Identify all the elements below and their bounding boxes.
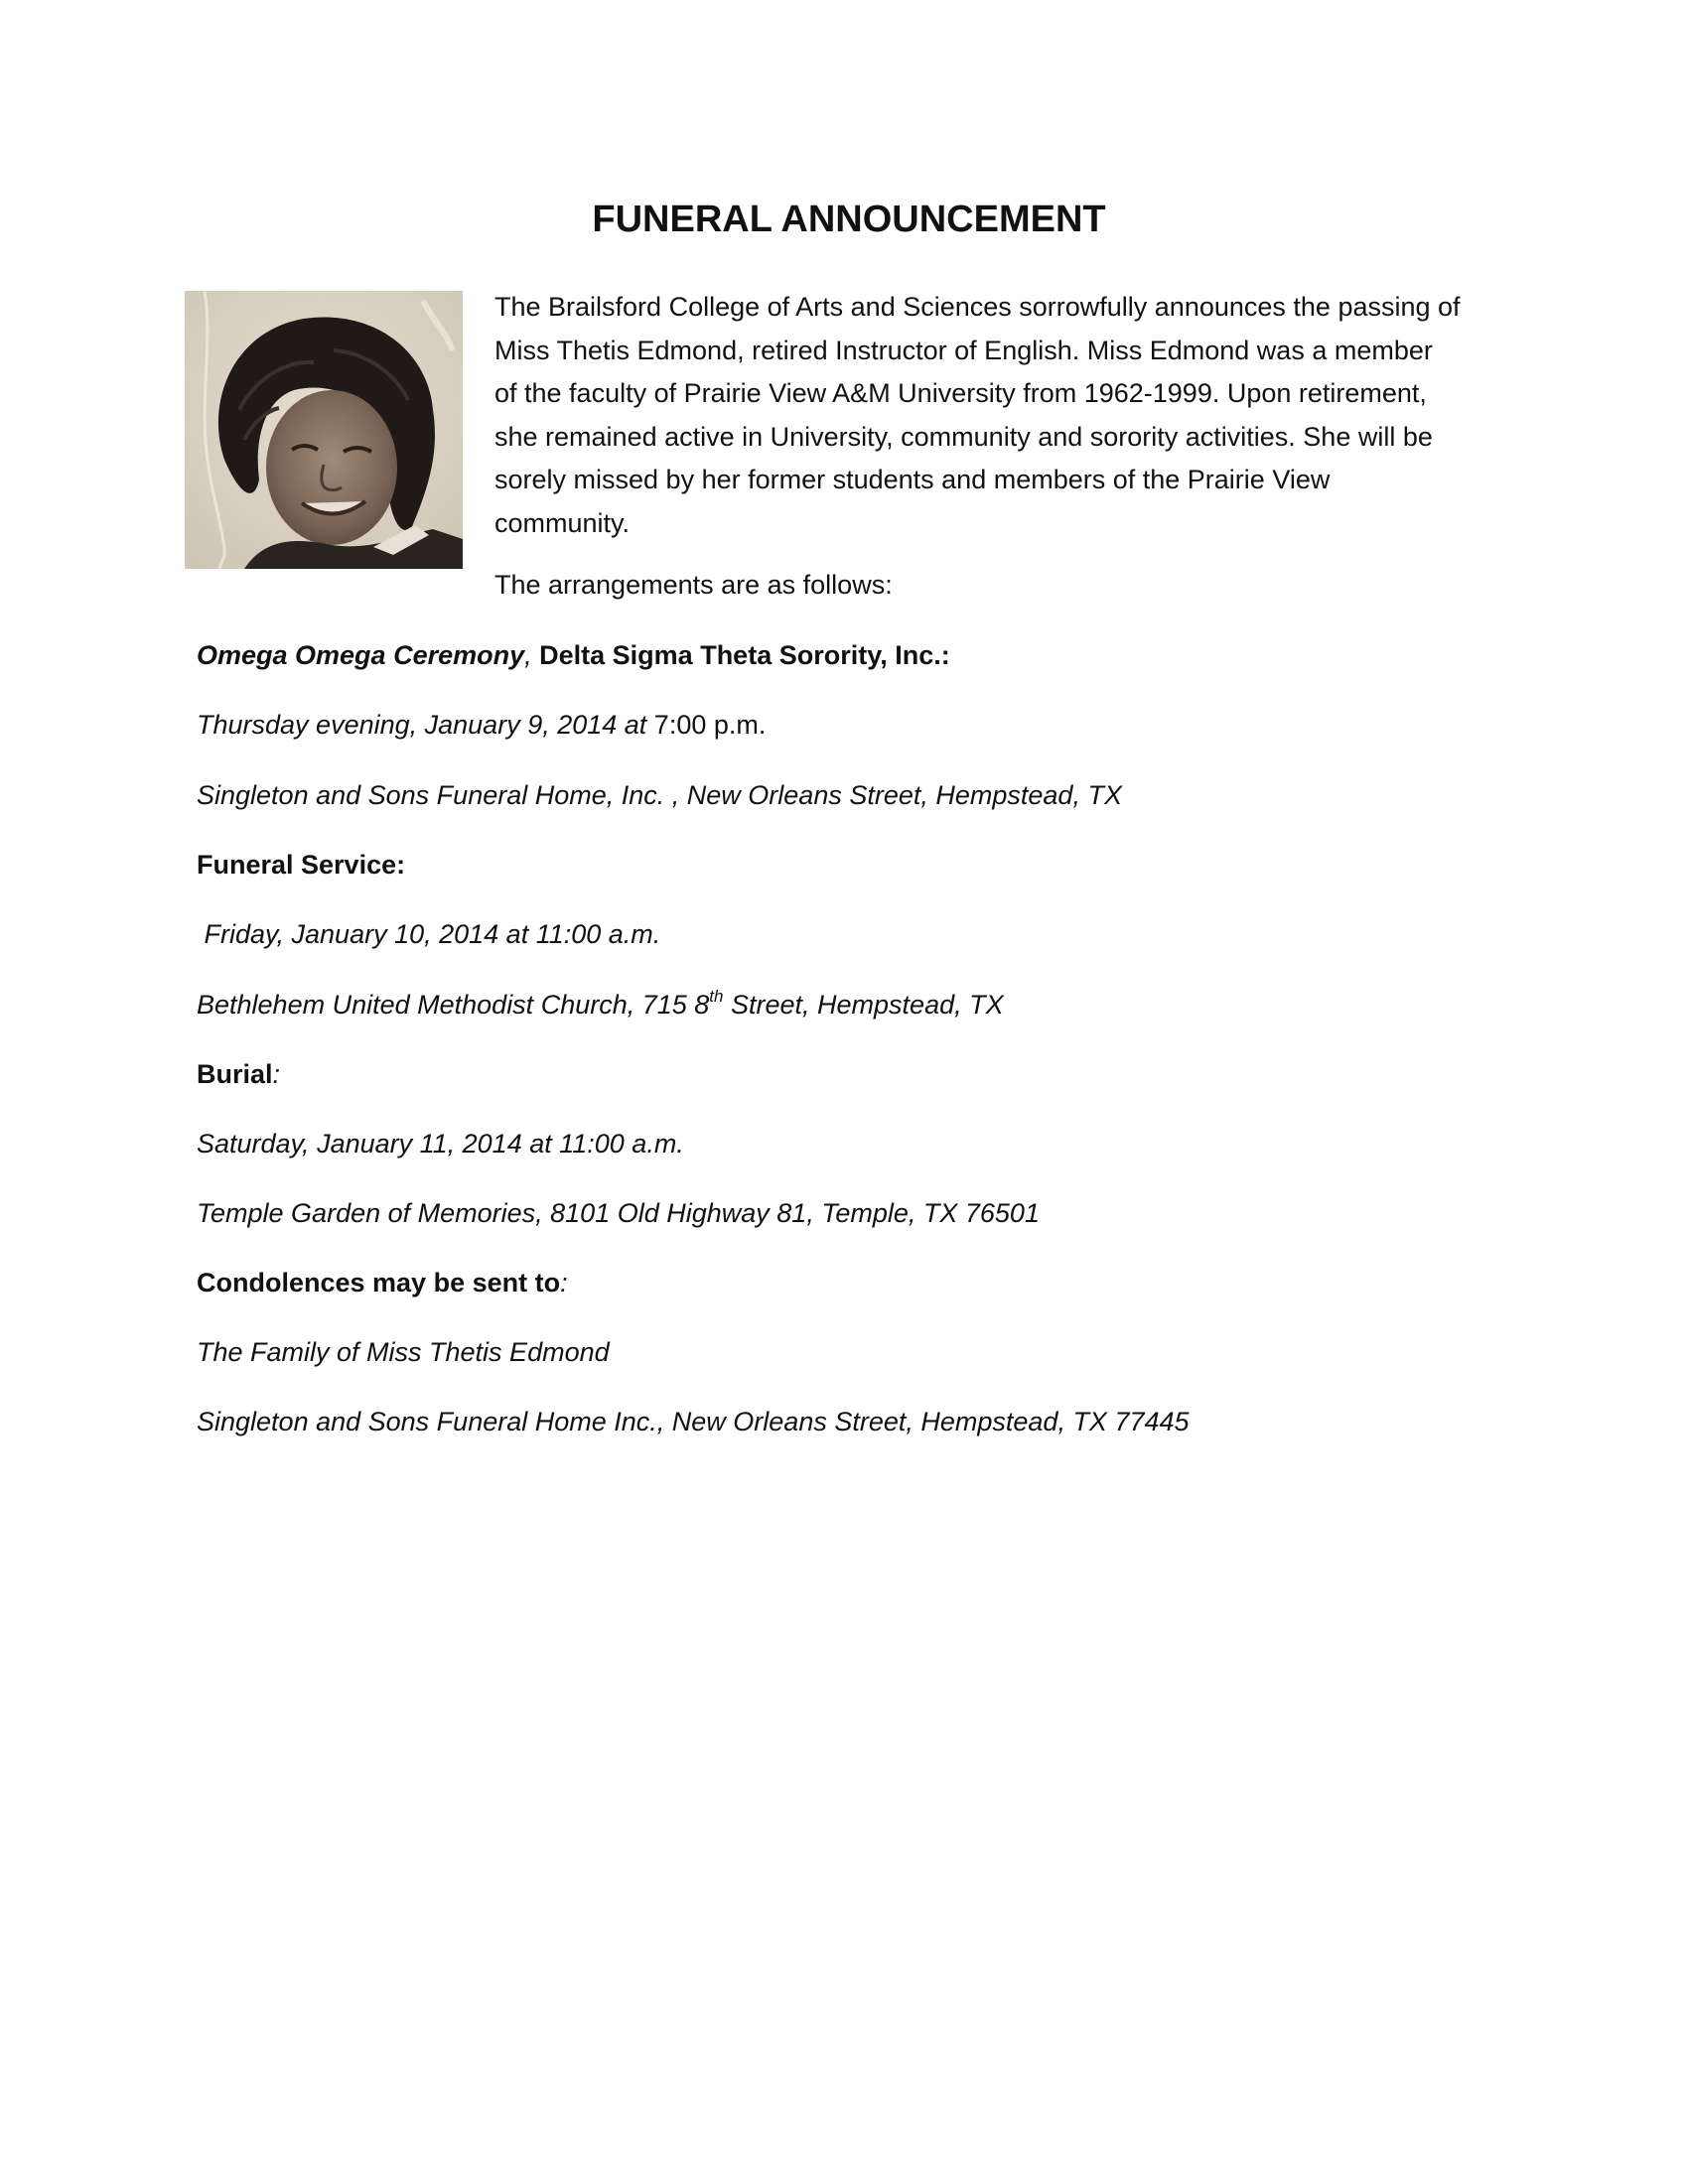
funeral-location-pre: Bethlehem United Methodist Church, 715 8 xyxy=(197,990,710,1020)
ceremony-heading-sep: , xyxy=(524,640,532,670)
condolences-heading-text: Condolences may be sent to xyxy=(197,1268,561,1297)
burial-heading-text: Burial xyxy=(197,1059,273,1089)
intro-line: Miss Thetis Edmond, retired Instructor of English. Miss Edmond was a member xyxy=(494,335,1433,365)
burial-location: Temple Garden of Memories, 8101 Old Highway 81, Temple, TX 76501 xyxy=(197,1198,1040,1228)
ceremony-organization: Delta Sigma Theta Sorority, Inc.: xyxy=(531,640,950,670)
ceremony-date-text: Thursday evening, January 9, 2014 at xyxy=(197,710,654,740)
ceremony-heading xyxy=(197,635,950,675)
funeral-service-location xyxy=(197,985,1004,1024)
ceremony-date xyxy=(197,705,766,745)
condolences-heading xyxy=(197,1263,568,1302)
arrangements-lead: The arrangements are as follows: xyxy=(494,570,893,600)
intro-line: sorely missed by her former students and members of the Prairie View xyxy=(494,465,1331,494)
portrait-image-icon xyxy=(185,291,463,569)
intro-line: she remained active in University, community and sorority activities. She will be xyxy=(494,421,1433,452)
title-text: FUNERAL ANNOUNCEMENT xyxy=(592,199,1106,240)
intro-line: The Brailsford College of Arts and Sciences sorrowfully announces the passing of xyxy=(494,292,1461,322)
burial-heading-colon: : xyxy=(272,1059,281,1089)
condolences-address: Singleton and Sons Funeral Home Inc., New Orleans Street, Hempstead, TX 77445 xyxy=(197,1407,1190,1436)
burial-date: Saturday, January 11, 2014 at 11:00 a.m. xyxy=(197,1129,684,1159)
funeral-service-heading: Funeral Service: xyxy=(197,850,406,880)
ceremony-name: Omega Omega Ceremony xyxy=(197,640,525,670)
page-title xyxy=(0,199,1688,241)
condolences-heading-colon: : xyxy=(560,1268,568,1297)
intro-line: of the faculty of Prairie View A&M University from 1962-1999. Upon retirement, xyxy=(494,378,1427,408)
burial-heading xyxy=(197,1054,280,1094)
ceremony-location: Singleton and Sons Funeral Home, Inc. , New Orleans Street, Hempstead, TX xyxy=(197,780,1122,810)
intro-paragraph xyxy=(494,286,1517,545)
funeral-location-post: Street, Hempstead, TX xyxy=(723,990,1004,1020)
intro-line: community. xyxy=(494,507,631,538)
portrait-photo xyxy=(185,291,463,569)
condolences-recipient: The Family of Miss Thetis Edmond xyxy=(197,1337,610,1367)
ceremony-time: 7:00 p.m. xyxy=(653,710,767,740)
funeral-service-date: Friday, January 10, 2014 at 11:00 a.m. xyxy=(197,919,661,949)
ordinal-suffix: th xyxy=(709,987,724,1006)
